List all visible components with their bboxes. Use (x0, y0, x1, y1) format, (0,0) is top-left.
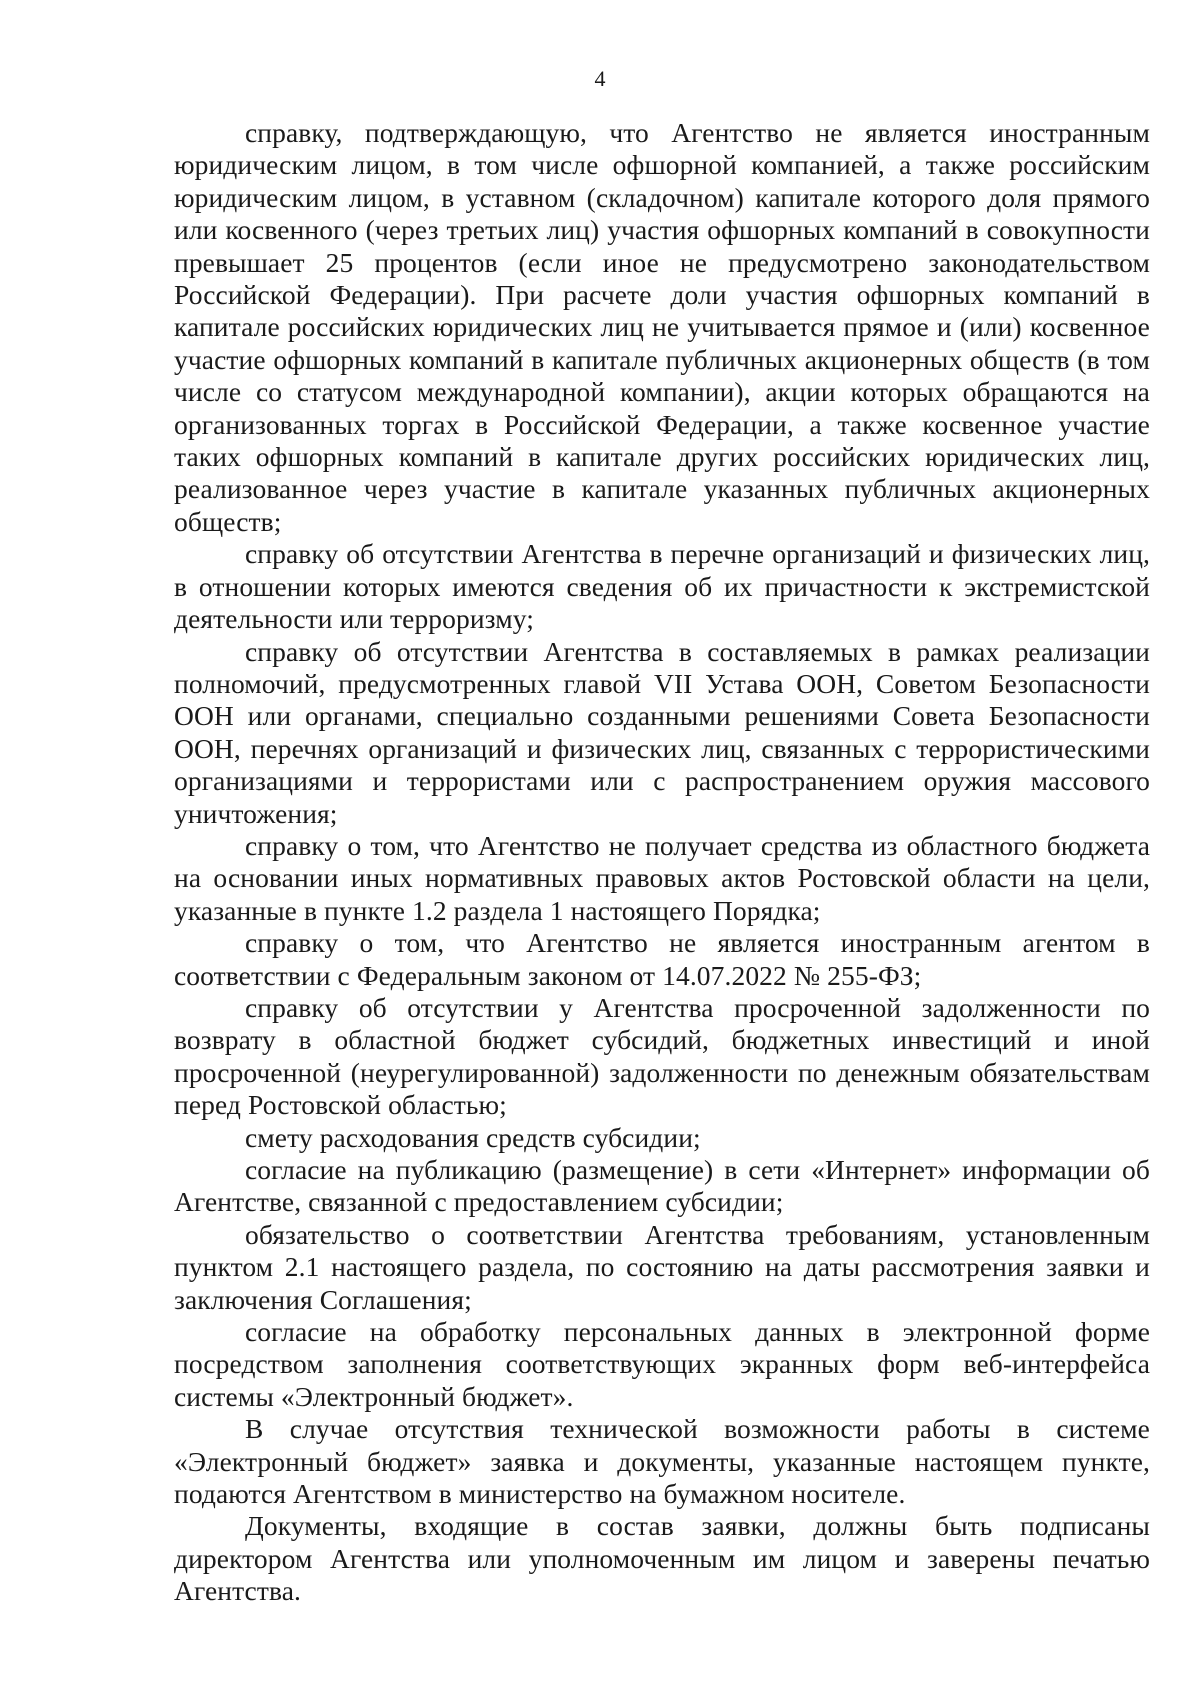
paragraph-offshore-certificate: справку, подтверждающую, что Агентство не является иностранным юридическим лицом, в том числе офшорной компанией, а также российским юридическим лицом, в уставном (складочном) капитале которого доля прямого или косвенного (через третьих лиц) участия офшорных компаний в совокупности превышает 25 процентов (если иное не предусмотрено законодательством Российской Федерации). При расчете доли участия офшорных компаний в капитале российских юридических лиц не учитывается прямое и (или) косвенное участие офшорных компаний в капитале публичных акционерных обществ (в том числе со статусом международной компании), акции которых обращаются на организованных торгах в Российской Федерации, а также косвенное участие таких офшорных компаний в капитале других российских юридических лиц, реализованное через участие в капитале указанных публичных акционерных обществ; (174, 117, 1150, 537)
paragraph-compliance-obligation: обязательство о соответствии Агентства требованиям, установленным пунктом 2.1 настоящего раздела, по состоянию на даты рассмотрения заявки и заключения Соглашения; (174, 1218, 1150, 1315)
paragraph-expense-estimate: смету расходования средств субсидии; (245, 1121, 701, 1153)
page-number: 4 (594, 66, 606, 91)
paragraph-publication-consent: согласие на публикацию (размещение) в сети «Интернет» информации об Агентстве, связанной с предоставлением субсидии; (174, 1154, 1150, 1218)
paragraph-foreign-agent-certificate: справку о том, что Агентство не является иностранным агентом в соответствии с Федеральным законом от 14.07.2022 № 255-ФЗ; (174, 927, 1150, 991)
paragraph-budget-funds-certificate: справку о том, что Агентство не получает средства из областного бюджета на основании иных нормативных правовых актов Ростовской области на цели, указанные в пункте 1.2 раздела 1 настоящего Порядка; (174, 829, 1150, 926)
paragraph-signature-requirement: Документы, входящие в состав заявки, должны быть подписаны директором Агентства или уполномоченным им лицом и заверены печатью Агентства. (174, 1510, 1150, 1607)
paragraph-extremism-certificate: справку об отсутствии Агентства в перечне организаций и физических лиц, в отношении которых имеются сведения об их причастности к экстремистской деятельности или терроризму; (174, 538, 1150, 635)
document-body (174, 117, 1150, 1608)
paragraph-un-list-certificate: справку об отсутствии Агентства в составляемых в рамках реализации полномочий, предусмотренных главой VII Устава ООН, Советом Безопасности ООН или органами, специально созданными решениями Совета Безопасности ООН, перечнях организаций и физических лиц, связанных с террористическими организациями и террористами или с распространением оружия массового уничтожения; (174, 635, 1150, 829)
paragraph-paper-submission: В случае отсутствия технической возможности работы в системе «Электронный бюджет» заявка и документы, указанные настоящем пункте, подаются Агентством в министерство на бумажном носителе. (174, 1413, 1150, 1510)
paragraph-debt-certificate: справку об отсутствии у Агентства просроченной задолженности по возврату в областной бюджет субсидий, бюджетных инвестиций и иной просроченной (неурегулированной) задолженности по денежным обязательствам перед Ростовской областью; (174, 991, 1150, 1121)
paragraph-personal-data-consent: согласие на обработку персональных данных в электронной форме посредством заполнения соответствующих экранных форм веб-интерфейса системы «Электронный бюджет». (174, 1316, 1150, 1412)
